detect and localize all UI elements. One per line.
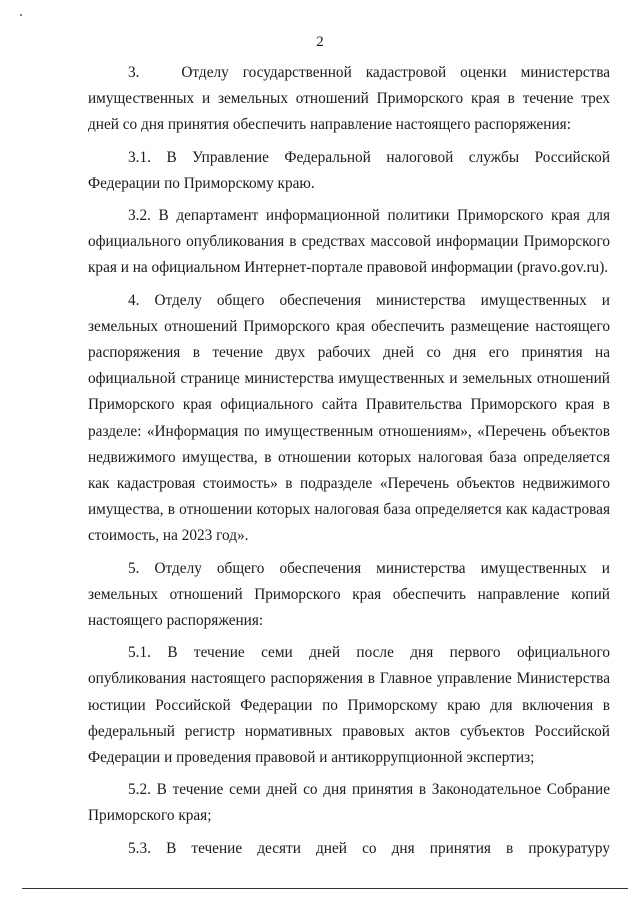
paragraph-5-2: 5.2. В течение семи дней со дня принятия в Законодательное Собрание Приморского края;	[88, 781, 610, 825]
footer-divider	[22, 888, 628, 889]
paragraph-5: 5. Отделу общего обеспечения министерства имущественных и земельных отношений Приморского края обеспечить направление копий настоящего распоряжения:	[88, 559, 610, 630]
paragraph-3-2: 3.2. В департамент информационной политики Приморского края для официального опубликования в средствах массовой информации Приморского края и на официальном Интернет-портале правовой информации (pravo.gov.ru).	[88, 207, 610, 277]
paragraph-3: 3. Отделу государственной кадастровой оценки министерства имущественных и земельных отношений Приморского края в течение трех дней со дня принятия обеспечить направление настоящего распоряжения:	[88, 64, 610, 134]
paragraph-5-1: 5.1. В течение семи дней после дня первого официального опубликования настоящего распоряжения в Главное управление Министерства юстиции Российской Федерации по Приморскому краю для включения в федеральный регистр нормативных правовых актов субъектов Российской Федерации и проведения правовой и антикоррупционной экспертиз;	[88, 644, 610, 767]
document-body	[88, 60, 610, 868]
scan-artifact-dot	[20, 14, 22, 16]
paragraph-5-3: 5.3. В течение десяти дней со дня принятия в прокуратуру	[128, 839, 610, 857]
paragraph-4: 4. Отделу общего обеспечения министерства имущественных и земельных отношений Приморского края обеспечить размещение настоящего распоряжения в течение двух рабочих дней со дня его принятия на официальной странице министерства имущественных и земельных отношений Приморского края официального сайта Правительства Приморского края в разделе: «Информация по имущественным отношениям», «Перечень объектов недвижимого имущества, в отношении которых налоговая база определяется как кадастровая стоимость» в подразделе «Перечень объектов недвижимого имущества, в отношении которых налоговая база определяется как кадастровая стоимость, на 2023 год».	[88, 291, 610, 545]
paragraph-3-1: 3.1. В Управление Федеральной налоговой службы Российской Федерации по Приморскому краю.	[88, 148, 610, 192]
page-number: 2	[316, 34, 324, 50]
